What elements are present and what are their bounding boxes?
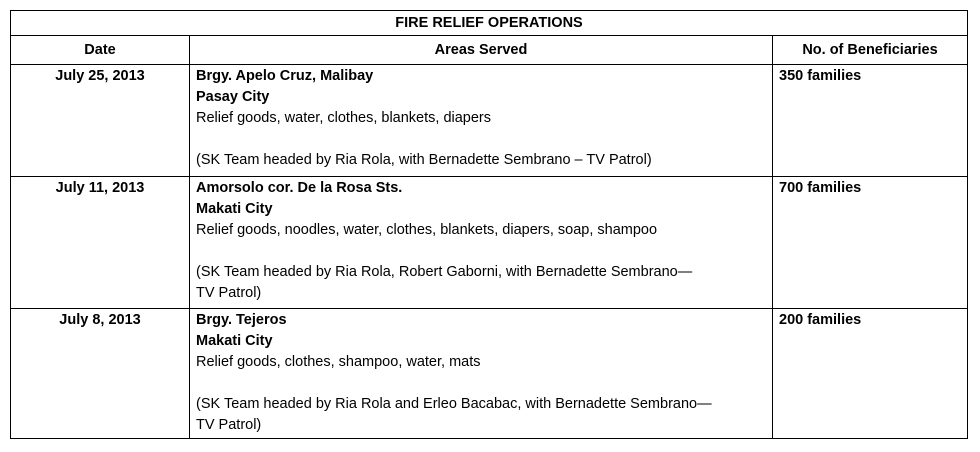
table-title-row xyxy=(11,11,968,36)
relief-items: Relief goods, clothes, shampoo, water, mats xyxy=(196,354,481,370)
team-note: (SK Team headed by Ria Rola, Robert Gaborni, with Bernadette Sembrano— xyxy=(196,264,693,280)
row-areas-served xyxy=(190,65,773,177)
header-date: Date xyxy=(11,36,190,65)
area-city: Pasay City xyxy=(196,89,270,105)
team-note-continued: TV Patrol) xyxy=(196,285,262,301)
table-row xyxy=(11,65,968,177)
area-name: Brgy. Tejeros xyxy=(196,312,287,328)
relief-items: Relief goods, water, clothes, blankets, diapers xyxy=(196,110,491,126)
row-beneficiaries: 350 families xyxy=(773,65,968,177)
area-city: Makati City xyxy=(196,201,273,217)
team-note: (SK Team headed by Ria Rola, with Bernadette Sembrano – TV Patrol) xyxy=(196,152,652,168)
spacer xyxy=(196,373,766,394)
relief-items: Relief goods, noodles, water, clothes, blankets, diapers, soap, shampoo xyxy=(196,222,658,238)
area-name: Brgy. Apelo Cruz, Malibay xyxy=(196,68,374,84)
spacer xyxy=(196,129,766,150)
table-row xyxy=(11,309,968,439)
area-city: Makati City xyxy=(196,333,273,349)
table-row xyxy=(11,177,968,309)
header-beneficiaries: No. of Beneficiaries xyxy=(773,36,968,65)
row-areas-served xyxy=(190,177,773,309)
row-date: July 25, 2013 xyxy=(11,65,190,177)
row-date: July 8, 2013 xyxy=(11,309,190,439)
team-note-continued: TV Patrol) xyxy=(196,417,262,433)
row-date: July 11, 2013 xyxy=(11,177,190,309)
header-areas-served: Areas Served xyxy=(190,36,773,65)
table-title: FIRE RELIEF OPERATIONS xyxy=(11,11,968,36)
row-beneficiaries: 700 families xyxy=(773,177,968,309)
team-note: (SK Team headed by Ria Rola and Erleo Bacabac, with Bernadette Sembrano— xyxy=(196,396,712,412)
row-areas-served xyxy=(190,309,773,439)
row-beneficiaries: 200 families xyxy=(773,309,968,439)
area-name: Amorsolo cor. De la Rosa Sts. xyxy=(196,180,403,196)
spacer xyxy=(196,241,766,262)
fire-relief-table xyxy=(10,10,968,439)
table-header-row xyxy=(11,36,968,65)
